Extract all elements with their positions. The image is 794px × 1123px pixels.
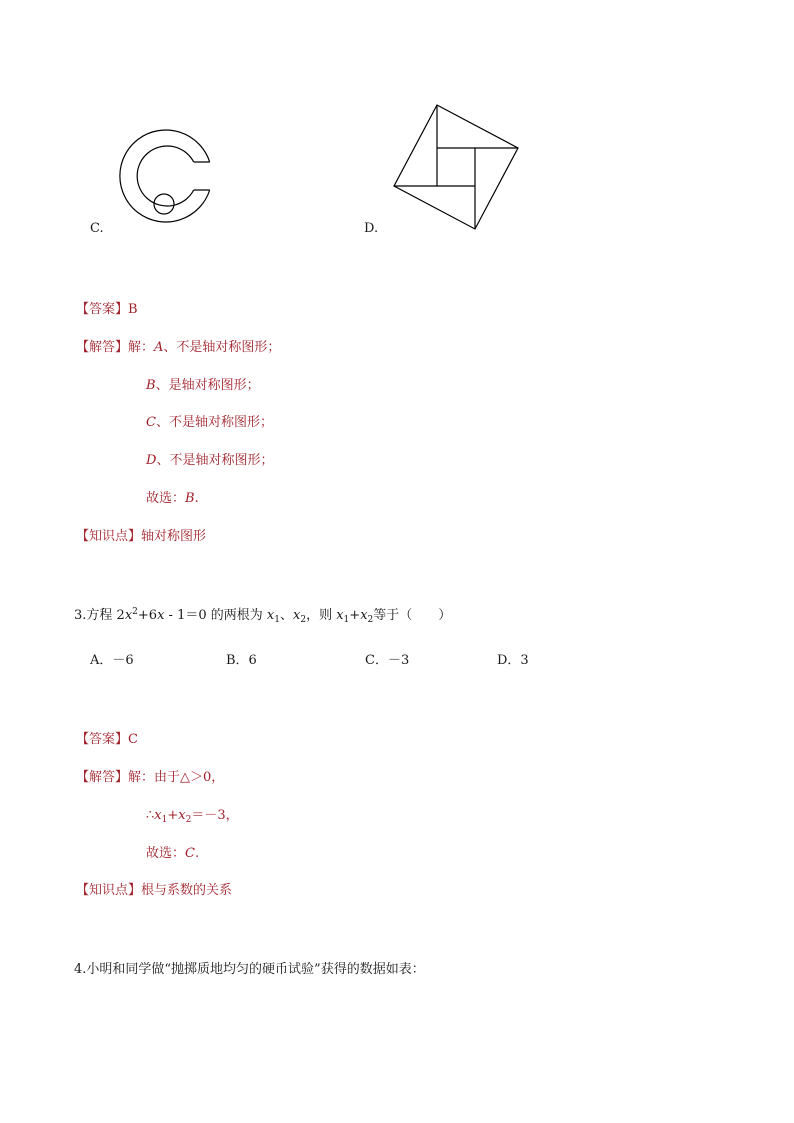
q3-answer-line xyxy=(76,728,138,747)
figure-d-pinwheel-square xyxy=(0,0,794,300)
q2-solution-line xyxy=(146,411,273,430)
figure-d-outer-square xyxy=(394,105,518,229)
q3-sum-line xyxy=(146,804,239,825)
knowledge-value: 轴对称图形 xyxy=(141,529,207,544)
choose-suffix: . xyxy=(194,846,200,861)
sum-var: x xyxy=(178,808,186,823)
choose-prefix: 故选： xyxy=(146,846,186,861)
knowledge-tag: 【知识点】 xyxy=(76,883,142,898)
q3-then-text: ，则 xyxy=(306,608,337,623)
q3-sum-sub: 1 xyxy=(343,615,350,625)
solution-text: 、不是轴对称图形； xyxy=(163,340,281,355)
q2-choose-line xyxy=(146,487,199,506)
solution-tag: 【解答】 xyxy=(76,770,129,785)
solution-intro: 解：由于△＞0， xyxy=(128,770,225,785)
q3-var: x xyxy=(124,608,133,623)
solution-letter: D xyxy=(146,453,157,468)
q3-option-b: B．6 xyxy=(226,653,257,668)
q3-stem-text: - 1＝0 的两根为 xyxy=(164,608,267,623)
answer-value: B xyxy=(128,302,138,317)
q3-sum-var: x xyxy=(360,608,368,623)
q3-option-d: D．3 xyxy=(497,653,529,668)
q3-choose-line xyxy=(146,842,199,861)
q3-plus: + xyxy=(349,608,361,623)
sum-equals: ＝－3， xyxy=(191,808,239,823)
choose-prefix: 故选： xyxy=(146,491,186,506)
q3-root-sub: 2 xyxy=(300,615,307,625)
solution-text: 、是轴对称图形； xyxy=(155,378,260,393)
q2-answer-line xyxy=(76,298,138,317)
solution-letter: C xyxy=(146,415,156,430)
answer-value: C xyxy=(128,732,138,747)
q2-solution-line xyxy=(146,449,273,468)
solution-text: 、不是轴对称图形； xyxy=(155,415,273,430)
q3-term: +6 xyxy=(137,608,158,623)
therefore-symbol: ∴ xyxy=(146,808,155,823)
q3-knowledge-line xyxy=(76,879,232,898)
choose-value: C xyxy=(185,846,195,861)
option-c-label: C. xyxy=(90,221,104,236)
answer-tag: 【答案】 xyxy=(76,732,129,747)
q3-stem-end: 等于（ ） xyxy=(373,608,452,623)
q3-stem-number: 3.方程 xyxy=(74,608,117,623)
q3-var: x xyxy=(157,608,165,623)
q2-knowledge-line xyxy=(76,525,206,544)
q3-sum-var: x xyxy=(336,608,344,623)
sum-var: x xyxy=(154,808,162,823)
q3-root-var: x xyxy=(266,608,275,623)
sum-sub: 2 xyxy=(185,815,192,825)
solution-tag: 【解答】 xyxy=(76,340,129,355)
knowledge-tag: 【知识点】 xyxy=(76,529,142,544)
solution-letter: B xyxy=(146,378,156,393)
q3-sum-sub: 2 xyxy=(367,615,374,625)
q3-stem xyxy=(74,604,451,625)
q3-root-sub: 1 xyxy=(274,615,280,625)
q3-option-c: C．－3 xyxy=(365,653,410,668)
knowledge-value: 根与系数的关系 xyxy=(141,883,233,898)
q4-stem: 4.小明和同学做“抛掷质地均匀的硬币试验”获得的数据如表： xyxy=(74,962,425,977)
answer-tag: 【答案】 xyxy=(76,302,129,317)
q3-root-var: x xyxy=(292,608,301,623)
q3-solution-line xyxy=(76,766,224,785)
q3-coef: 2 xyxy=(116,608,125,623)
q2-solution-line xyxy=(76,336,280,355)
option-d-label: D. xyxy=(364,221,379,236)
solution-intro: 解： xyxy=(128,340,155,355)
choose-suffix: . xyxy=(194,491,199,506)
sum-plus: + xyxy=(167,808,179,823)
q2-solution-line xyxy=(146,374,260,393)
q3-separator: 、 xyxy=(279,608,293,623)
q3-exponent: 2 xyxy=(132,607,138,617)
sum-sub: 1 xyxy=(161,815,168,825)
solution-text: 、不是轴对称图形； xyxy=(156,453,274,468)
solution-letter: A xyxy=(154,340,164,355)
q3-option-a: A．－6 xyxy=(90,653,134,668)
choose-value: B xyxy=(185,491,195,506)
